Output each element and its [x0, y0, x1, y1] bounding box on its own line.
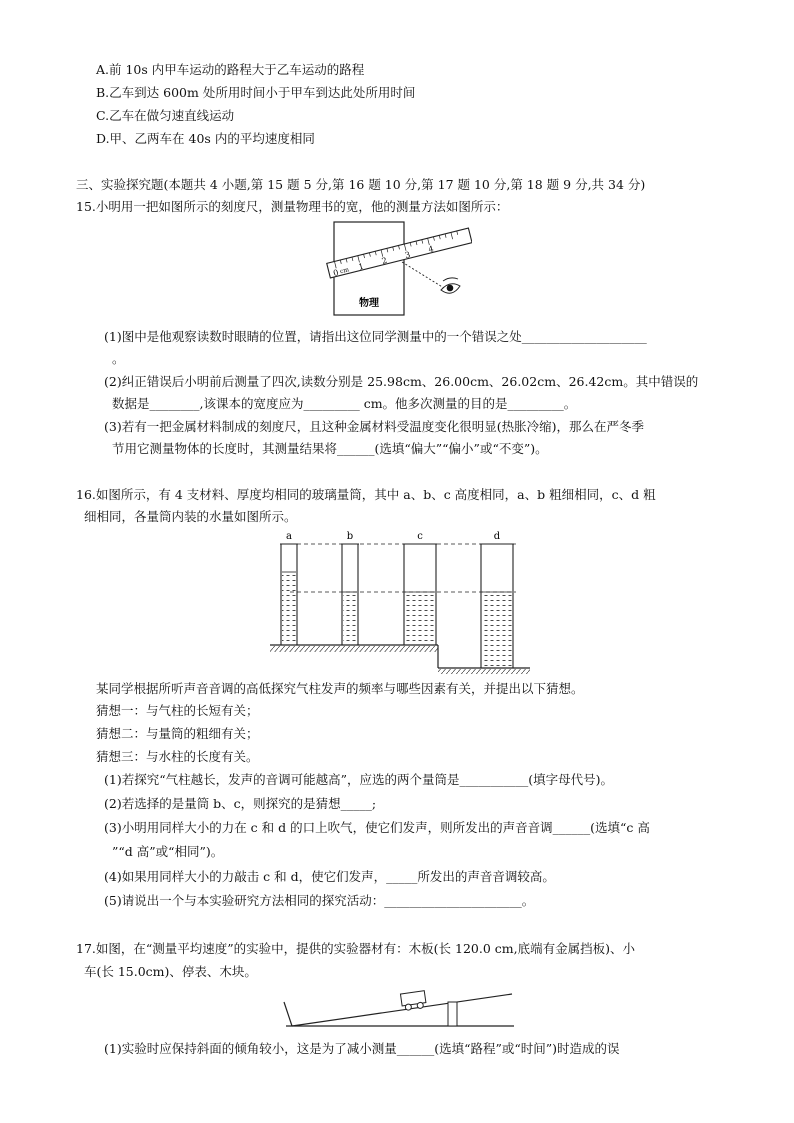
q16-part2: (2)若选择的是量筒 b、c，则探究的是猜想_____;	[104, 796, 377, 811]
cylinder-b	[341, 531, 359, 645]
eye-icon	[441, 278, 460, 293]
ruler-tick-3: 3	[404, 250, 412, 261]
q15-part2-line2: 数据是________,该课本的宽度应为_________ cm。他多次测量的目的是_________。	[112, 396, 577, 411]
q16-stem-line2: 细相同，各量筒内装的水量如图所示。	[84, 509, 297, 524]
q14-option-d: D.甲、乙两车在 40s 内的平均速度相同	[96, 131, 315, 146]
q17-stem-line1: 17.如图，在“测量平均速度”的实验中，提供的实验器材有：木板(长 120.0 cm,底端有金属挡板)、小	[76, 941, 635, 956]
q17-incline-figure	[276, 982, 518, 1032]
q16-part3-line1: (3)小明用同样大小的力在 c 和 d 的口上吹气，使它们发声，则所发出的声音音调______(选填“c 高	[104, 820, 650, 835]
q15-part3-line1: (3)若有一把金属材料制成的刻度尺，且这种金属材料受温度变化很明显(热胀冷缩)，那么在严冬季	[104, 419, 644, 434]
q16-intro: 某同学根据所听声音音调的高低探究气柱发声的频率与哪些因素有关，并提出以下猜想。	[96, 681, 584, 696]
cylinder-d	[480, 531, 514, 668]
q14-option-a: A.前 10s 内甲车运动的路程大于乙车运动的路程	[96, 62, 365, 77]
q16-guess2: 猜想二：与量筒的粗细有关；	[96, 726, 259, 741]
section3-title: 三、实验探究题(本题共 4 小题,第 15 题 5 分,第 16 题 10 分,第 17 题 10 分,第 18 题 9 分,共 34 分)	[76, 177, 646, 192]
q16-part5: (5)请说出一个与本实验研究方法相同的探究活动：______________________。	[104, 893, 535, 908]
q16-part4: (4)如果用同样大小的力敲击 c 和 d，使它们发声，_____所发出的声音音调较高。	[104, 869, 555, 884]
ruler-unit: cm	[339, 266, 350, 276]
ruler-tick-4: 4	[427, 244, 435, 255]
q16-guess1: 猜想一：与气柱的长短有关；	[96, 703, 259, 718]
cylinder-label-d: d	[493, 531, 501, 542]
q17-stem-line2: 车(长 15.0cm)、停表、木块。	[84, 964, 257, 979]
q16-part3-line2: ”“d 高”或“相同”)。	[112, 844, 224, 859]
cylinder-label-b: b	[346, 531, 354, 542]
q16-guess3: 猜想三：与水柱的长度有关。	[96, 749, 259, 764]
q15-stem: 15.小明用一把如图所示的刻度尺，测量物理书的宽，他的测量方法如图所示：	[76, 199, 509, 214]
q15-part2-line1: (2)纠正错误后小明前后测量了四次,读数分别是 25.98cm、26.00cm、26.02cm、26.42cm。其中错误的	[104, 374, 699, 389]
wood-block	[448, 1002, 457, 1026]
q14-option-b: B.乙车到达 600m 处所用时间小于甲车到达此处所用时间	[96, 85, 416, 100]
book-label: 物理	[359, 298, 379, 309]
ruler-tick-1: 1	[357, 261, 365, 272]
cylinder-label-c: c	[417, 531, 423, 542]
q15-ruler-figure	[322, 218, 472, 320]
cylinder-label-a: a	[286, 531, 292, 542]
ruler-tick-0: 0	[332, 267, 340, 278]
q17-part1: (1)实验时应保持斜面的倾角较小，这是为了减小测量______(选填“路程”或“时间”)时造成的误	[104, 1041, 620, 1056]
q16-stem-line1: 16.如图所示，有 4 支材料、厚度均相同的玻璃量筒，其中 a、b、c 高度相同，a、b 粗细相同，c、d 粗	[76, 487, 656, 502]
q16-cylinders-figure	[268, 528, 534, 674]
ruler-tick-2: 2	[380, 255, 388, 266]
q15-part3-line2: 节用它测量物体的长度时，其测量结果将______(选填“偏大”“偏小”或“不变”)。	[112, 441, 548, 456]
q16-part1: (1)若探究“气柱越长，发声的音调可能越高”，应选的两个量筒是___________(填字母代号)。	[104, 772, 613, 787]
cylinder-a	[280, 531, 298, 645]
q15-part1-line1: (1)图中是他观察读数时眼睛的位置，请指出这位同学测量中的一个错误之处____________________	[104, 329, 647, 344]
cylinder-c	[403, 531, 437, 645]
sight-line	[402, 262, 444, 288]
q14-option-c: C.乙车在做匀速直线运动	[96, 108, 235, 123]
q15-part1-line2: 。	[112, 351, 125, 366]
